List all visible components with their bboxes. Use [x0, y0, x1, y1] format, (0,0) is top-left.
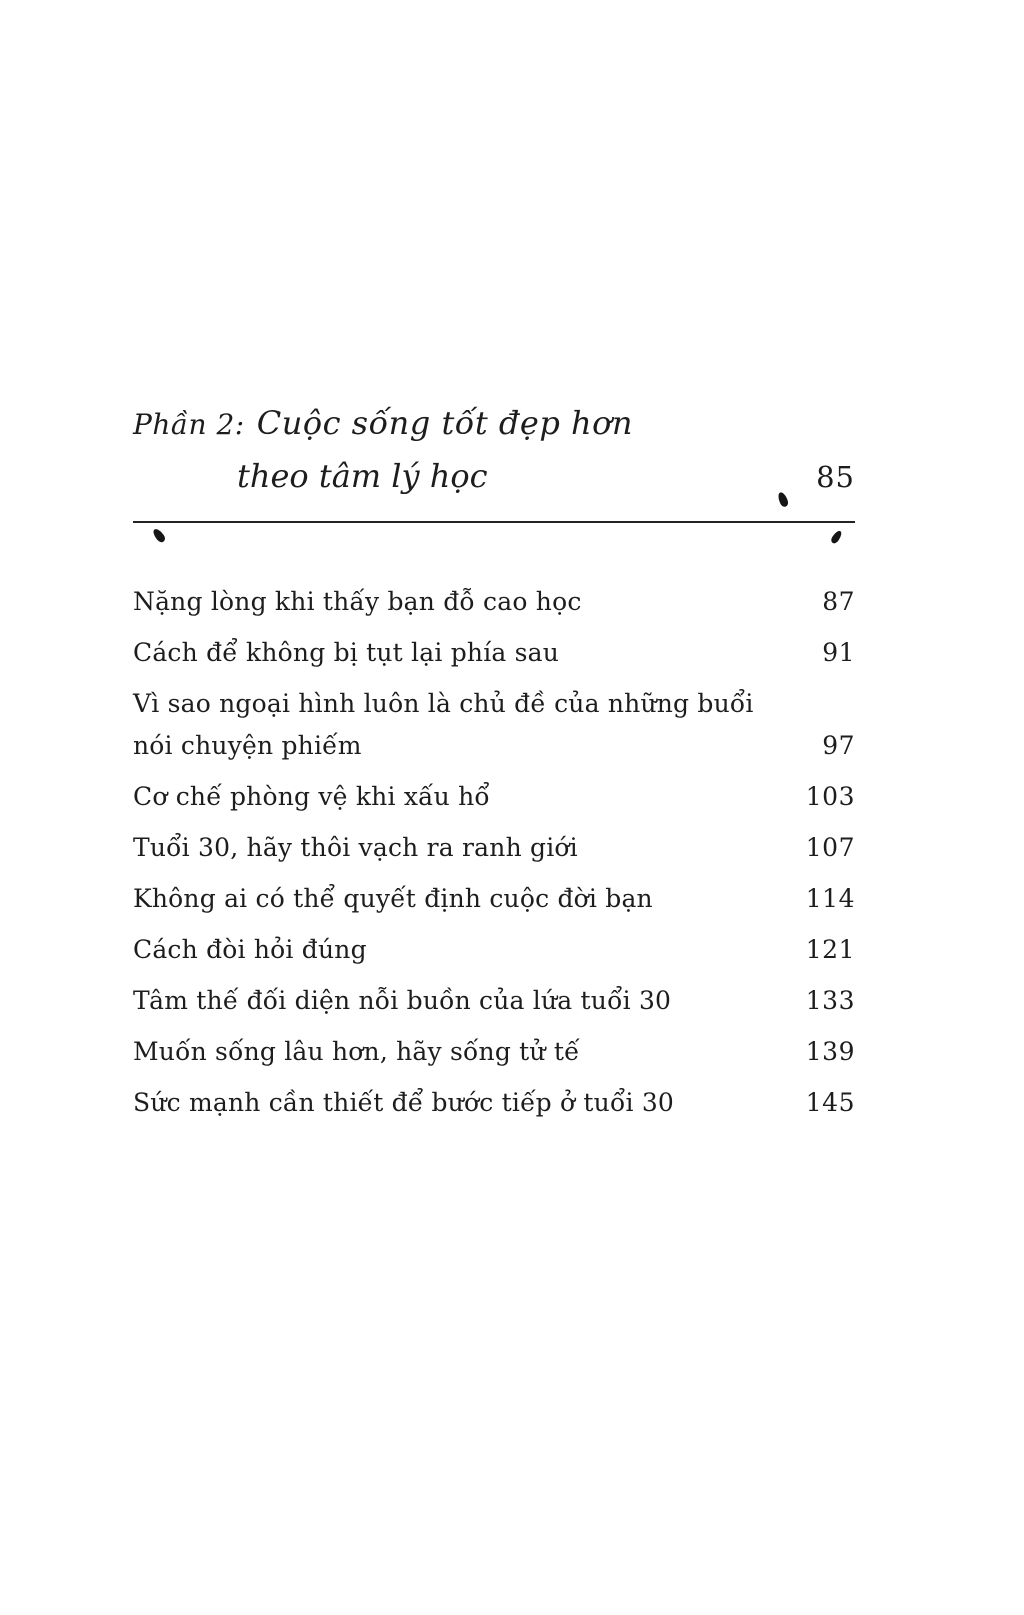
heading-divider-rule — [133, 521, 855, 523]
toc-entry-page: 103 — [805, 782, 855, 811]
toc-entry-page: 133 — [805, 986, 855, 1015]
toc-entry-page: 87 — [822, 587, 855, 616]
toc-entry-page: 139 — [805, 1037, 855, 1066]
toc-entry — [133, 984, 855, 1018]
toc-entry-title: Cơ chế phòng vệ khi xấu hổ — [133, 782, 490, 811]
toc-entry-title-line1: Vì sao ngoại hình luôn là chủ đề của những buổi — [133, 689, 754, 718]
part-heading — [133, 403, 855, 495]
toc-entry — [133, 933, 855, 967]
part-heading-line2 — [133, 457, 855, 495]
toc-entry-page: 107 — [805, 833, 855, 862]
toc-entry-title: Sức mạnh cần thiết để bước tiếp ở tuổi 30 — [133, 1088, 675, 1117]
toc-entry-title: Muốn sống lâu hơn, hãy sống tử tế — [133, 1037, 580, 1066]
toc-entry — [133, 831, 855, 865]
toc-entry — [133, 780, 855, 814]
toc-entry-page: 121 — [805, 935, 855, 964]
toc-entry — [133, 1035, 855, 1069]
toc-entry — [133, 687, 855, 763]
toc-entry — [133, 585, 855, 619]
toc-entry-line2 — [133, 729, 855, 763]
toc-entry-title: Nặng lòng khi thấy bạn đỗ cao học — [133, 587, 582, 616]
toc-entry-page: 145 — [805, 1088, 855, 1117]
toc-entry-title: Cách đòi hỏi đúng — [133, 935, 367, 964]
toc-entry — [133, 1086, 855, 1120]
toc-entry-page: 114 — [805, 884, 855, 913]
toc-entry-title: Không ai có thể quyết định cuộc đời bạn — [133, 884, 653, 913]
part-title-line2: theo tâm lý học — [237, 457, 488, 495]
part-title-line1: Cuộc sống tốt đẹp hơn — [256, 404, 633, 442]
toc-list — [133, 585, 855, 1120]
toc-entry — [133, 636, 855, 670]
toc-entry-title-line2: nói chuyện phiếm — [133, 731, 362, 760]
toc-entry — [133, 882, 855, 916]
toc-entry-page: 91 — [822, 638, 855, 667]
part-page-number: 85 — [816, 460, 855, 494]
part-label: Phần 2: — [133, 408, 245, 441]
toc-entry-page: 97 — [822, 731, 855, 760]
toc-content — [133, 403, 855, 1137]
part-heading-line1 — [133, 403, 855, 445]
toc-entry-title: Cách để không bị tụt lại phía sau — [133, 638, 560, 667]
toc-entry-title: Tuổi 30, hãy thôi vạch ra ranh giới — [133, 833, 578, 862]
toc-entry-title: Tâm thế đối diện nỗi buồn của lứa tuổi 30 — [133, 986, 672, 1015]
